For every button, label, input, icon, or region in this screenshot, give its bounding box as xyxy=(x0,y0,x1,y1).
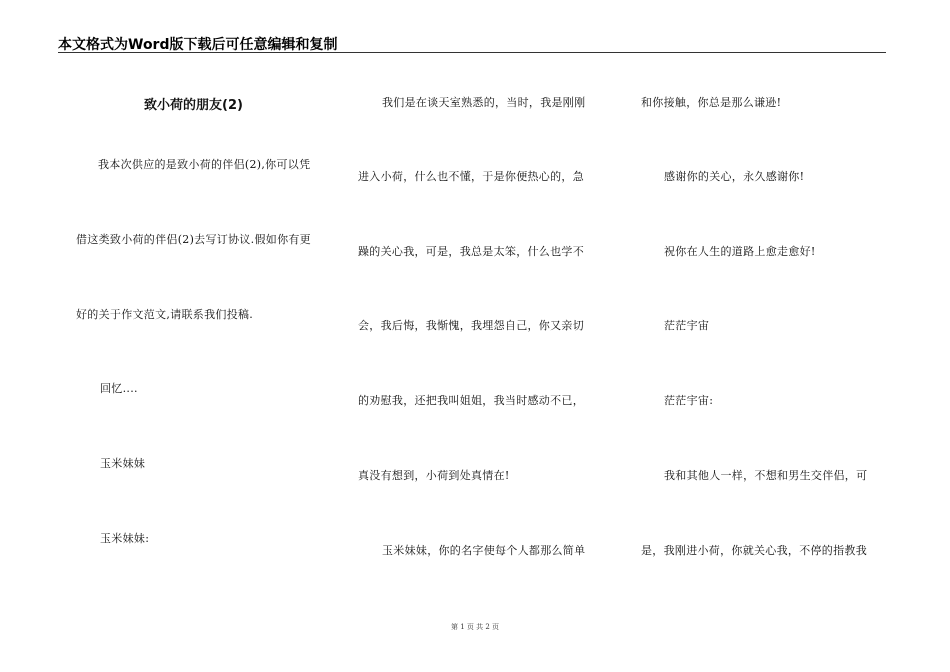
paragraph-line: 会，我后悔，我惭愧，我埋怨自己，你又亲切 xyxy=(358,319,584,332)
paragraph-line: 好的关于作文范文,请联系我们投稿. xyxy=(76,308,254,321)
paragraph-line: 玉米妹妹 xyxy=(100,457,146,470)
paragraph-line: 借这类致小荷的伴侣(2)去写订协议.假如你有更 xyxy=(76,233,311,246)
document-title: 致小荷的朋友(2) xyxy=(144,98,243,113)
paragraph-line: 的劝慰我，还把我叫姐姐，我当时感动不已， xyxy=(358,394,584,407)
column-1 xyxy=(0,0,340,672)
paragraph-line: 和你接触，你总是那么谦逊! xyxy=(641,96,782,109)
paragraph-line: 我们是在谈天室熟悉的，当时，我是刚刚 xyxy=(382,96,586,109)
column-2 xyxy=(340,0,630,672)
paragraph-line: 躁的关心我，可是，我总是太笨，什么也学不 xyxy=(358,245,584,258)
paragraph-line: 茫茫宇宙 xyxy=(664,319,710,332)
paragraph-line: 我和其他人一样，不想和男生交伴侣，可 xyxy=(664,469,868,482)
header-text: 本文格式为Word版下载后可任意编辑和复制 xyxy=(58,37,338,53)
paragraph-line: 茫茫宇宙: xyxy=(664,394,714,407)
paragraph-line: 感谢你的关心，永久感谢你! xyxy=(664,170,805,183)
paragraph-line: 我本次供应的是致小荷的伴侣(2),你可以凭 xyxy=(98,158,311,171)
column-3 xyxy=(630,0,950,672)
paragraph-line: 玉米妹妹，你的名字使每个人都那么简单 xyxy=(382,544,586,557)
paragraph-line: 祝你在人生的道路上愈走愈好! xyxy=(664,245,816,258)
paragraph-line: 是，我刚进小荷，你就关心我，不停的指教我 xyxy=(641,544,867,557)
paragraph-line: 真没有想到，小荷到处真情在! xyxy=(358,469,510,482)
paragraph-line: 进入小荷，什么也不懂，于是你便热心的，急 xyxy=(358,170,584,183)
page-number: 第 1 页 共 2 页 xyxy=(450,623,500,631)
paragraph-line: 玉米妹妹: xyxy=(100,532,150,545)
paragraph-line: 回忆.... xyxy=(100,382,138,395)
